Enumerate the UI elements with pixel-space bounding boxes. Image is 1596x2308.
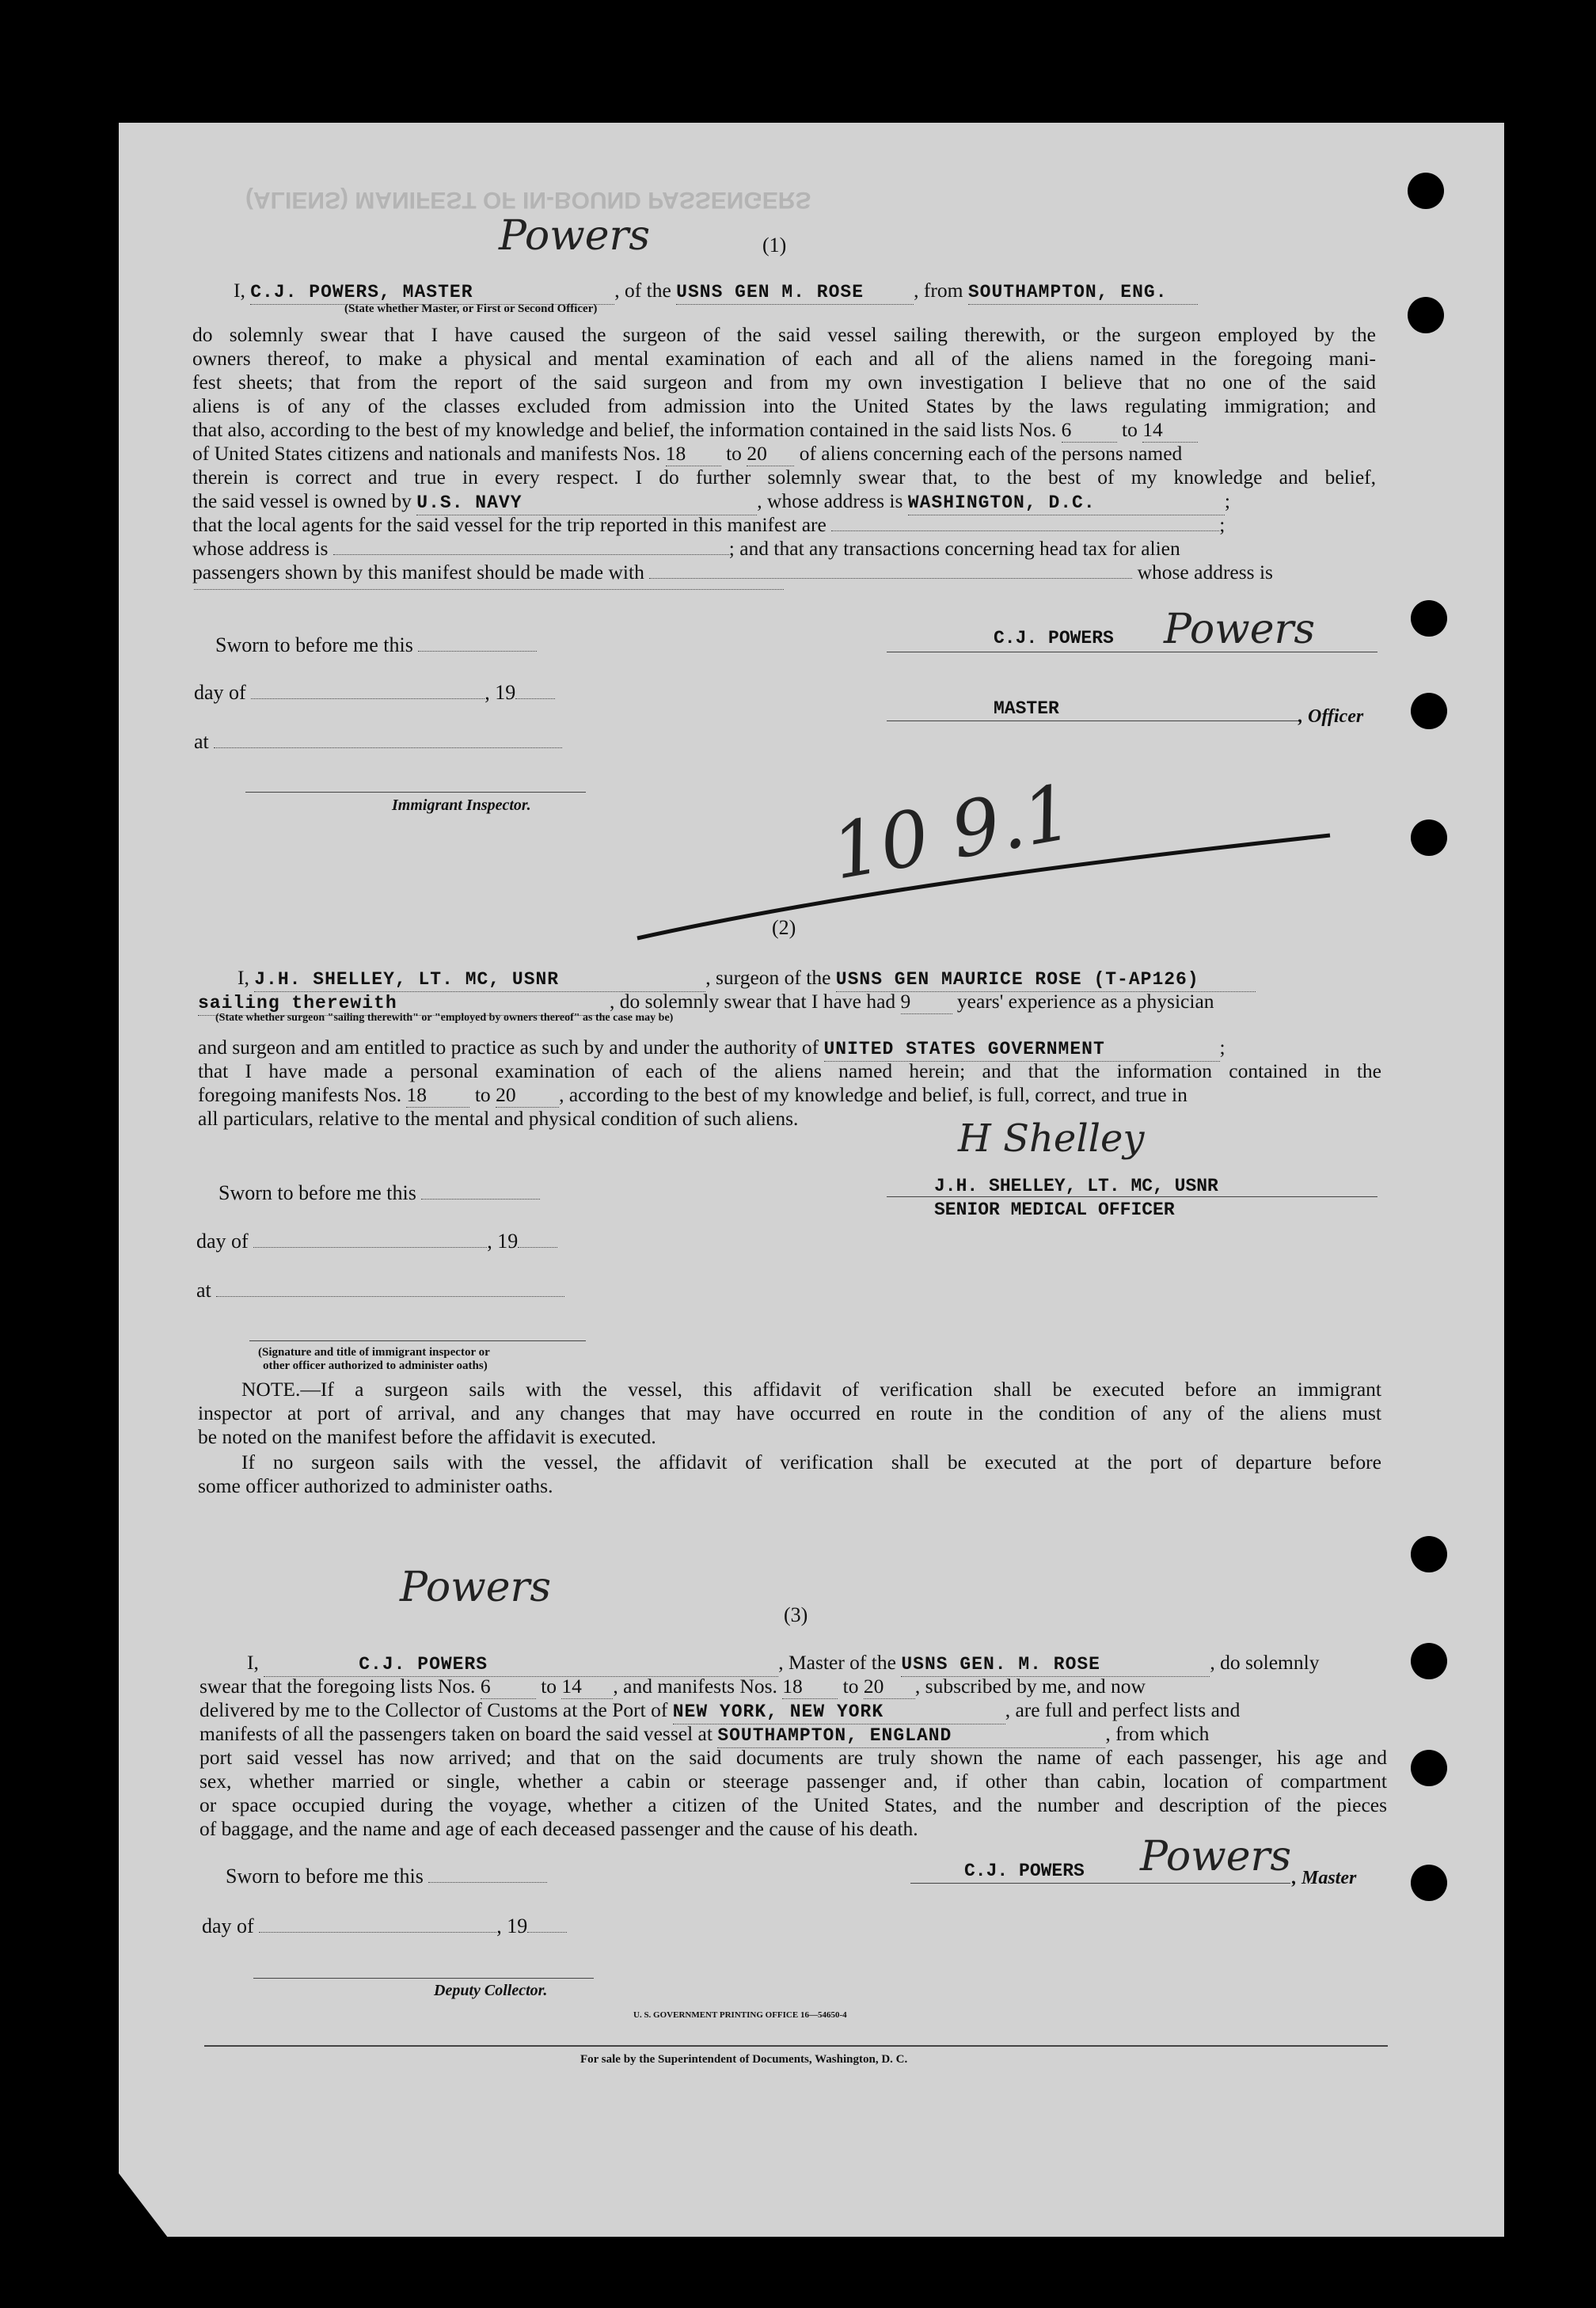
arrival-port-field: NEW YORK, NEW YORK: [673, 1700, 1005, 1724]
manifests-to-field: 20: [496, 1083, 559, 1108]
surgeon-manifests-line: [198, 1083, 1381, 1108]
owner-line: the said vessel is owned by U.S. NAVY , whose address is WASHINGTON, D.C. ;: [192, 489, 1376, 515]
paragraph-line: do solemnly swear that I have caused the surgeon of the said vessel sailing therewith, or the surgeon employed by the: [192, 323, 1376, 346]
surgeon-of-label: , surgeon of the: [705, 966, 831, 989]
port-field: SOUTHAMPTON, ENG.: [968, 280, 1198, 305]
master-of-line: [247, 1651, 1387, 1677]
i-label: I,: [238, 966, 249, 989]
note-line: If no surgeon sails with the vessel, the affidavit of verification shall be executed at the port of departure before: [241, 1451, 1381, 1473]
years-field: 9: [901, 990, 952, 1014]
owned-text: the said vessel is owned by: [192, 489, 412, 512]
whose-address-label: whose address is: [192, 537, 329, 560]
master-of-text: , Master of the: [778, 1651, 896, 1674]
whose-address-text: , whose address is: [757, 489, 903, 512]
note-line: NOTE.—If a surgeon sails with the vessel, this affidavit of verification shall be executed before an immigrant: [241, 1378, 1381, 1401]
manifests-to-field: 20: [864, 1675, 915, 1699]
master-typed-signature: C.J. POWERS: [994, 628, 1114, 648]
sale-notice: For sale by the Superintendent of Documents, Washington, D. C.: [580, 2053, 908, 2066]
manifests-to-field: 20: [747, 442, 794, 466]
of-the-label: , of the: [614, 279, 671, 302]
from-label: , from: [914, 279, 963, 302]
lists-text: swear that the foregoing lists Nos.: [200, 1675, 476, 1698]
subscribed-text: , subscribed by me, and now: [914, 1675, 1146, 1698]
footer-rule: [204, 2045, 1388, 2047]
officer-label: , Officer: [1298, 706, 1364, 727]
master-name-field: C.J. POWERS: [264, 1652, 778, 1677]
manifests-from-field: 18: [782, 1675, 838, 1699]
surgeon-signature-line: [887, 1196, 1378, 1197]
lists-line: [200, 1675, 1387, 1699]
departure-port-field: SOUTHAMPTON, ENGLAND: [717, 1724, 1105, 1748]
paragraph-line: therein is correct and true in every respect. I do further solemnly swear that, to the best of my knowledge and belief,: [192, 466, 1376, 489]
to-label: to: [842, 1675, 859, 1698]
agents-text: that the local agents for the said vessel for the trip reported in this manifest are: [192, 513, 826, 536]
day-of-label: day of , 19: [196, 1230, 557, 1253]
lists-text: that also, according to the best of my knowledge and belief, the information contained in the said lists Nos.: [192, 418, 1057, 441]
inspector-signature-line: [249, 1340, 586, 1341]
paragraph-line: aliens is of any of the classes excluded from admission into the United States by the laws regulating immigration; and: [192, 394, 1376, 417]
to-label: to: [541, 1675, 557, 1698]
passengers-text: passengers shown by this manifest should be made with: [192, 561, 644, 584]
surgeon-title: SENIOR MEDICAL OFFICER: [934, 1200, 1175, 1220]
day-of-label: day of , 19: [202, 1914, 567, 1938]
manifests-text: foregoing manifests Nos.: [198, 1083, 402, 1106]
vessel-field: USNS GEN M. ROSE: [676, 280, 914, 305]
swear-text: , do solemnly swear that I have had: [610, 990, 896, 1013]
agents-line: that the local agents for the said vessel for the trip reported in this manifest are ;: [192, 513, 1226, 536]
sworn-label: Sworn to before me this: [215, 633, 537, 657]
gpo-imprint: U. S. GOVERNMENT PRINTING OFFICE 16—54650-4: [633, 2010, 847, 2020]
inspector-caption: Immigrant Inspector.: [392, 797, 531, 814]
lists-to-field: 14: [1142, 418, 1198, 443]
paragraph-line: port said vessel has now arrived; and that on the said documents are truly shown the name of each passenger, his age and: [200, 1746, 1387, 1769]
master-signature: Powers: [1140, 1833, 1292, 1880]
surgeon-name-field: J.H. SHELLEY, LT. MC, USNR: [254, 968, 705, 992]
solemnly-text: , do solemnly: [1210, 1651, 1320, 1674]
master-name-field: C.J. POWERS, MASTER: [250, 280, 614, 305]
manifests-post-text: of aliens concerning each of the persons named: [799, 442, 1183, 465]
manifests-all-text: manifests of all the passengers taken on board the said vessel at: [200, 1722, 712, 1745]
lists-to-field: 14: [561, 1675, 613, 1699]
from-which-text: , from which: [1105, 1722, 1210, 1745]
authority-field: UNITED STATES GOVERNMENT: [824, 1037, 1220, 1062]
i-label: I,: [234, 279, 245, 302]
manifests-text: , and manifests Nos.: [613, 1675, 777, 1698]
manifests-from-field: 18: [406, 1083, 469, 1108]
paragraph-line: sex, whether married or single, whether a cabin or steerage passenger and, if other than cabin, location of compartment: [200, 1770, 1387, 1793]
section-number: (1): [762, 234, 787, 257]
day-of-label: day of , 19: [194, 681, 555, 705]
vessel-field: USNS GEN. M. ROSE: [901, 1652, 1210, 1677]
bleed-through-heading: (ALIENS) MANIFEST OF IN-BOUND PASSENGERS: [245, 187, 811, 213]
whose-address-end: whose address is: [1137, 561, 1273, 584]
years-text: years' experience as a physician: [956, 990, 1214, 1013]
powers-signature: Powers: [499, 212, 651, 260]
to-label: to: [726, 442, 742, 465]
section-number: (2): [772, 916, 796, 939]
handwritten-number: 10 9.1: [825, 767, 1079, 897]
surgeon-vessel-field: USNS GEN MAURICE ROSE (T-AP126): [836, 968, 1256, 992]
master-typed-signature: C.J. POWERS: [964, 1861, 1085, 1881]
note-line: be noted on the manifest before the affidavit is executed.: [198, 1425, 656, 1448]
inspector-caption: other officer authorized to administer oaths): [263, 1359, 488, 1372]
full-perfect-text: , are full and perfect lists and: [1005, 1698, 1241, 1721]
manifests-text: of United States citizens and nationals and manifests Nos.: [192, 442, 661, 465]
sailing-field: sailing therewith: [198, 991, 610, 1016]
delivered-text: delivered by me to the Collector of Customs at the Port of: [200, 1698, 668, 1721]
to-label: to: [1122, 418, 1138, 441]
manifests-from-field: 18: [666, 442, 721, 466]
note-line: some officer authorized to administer oaths.: [198, 1474, 553, 1497]
master-title-field: MASTER: [994, 698, 1059, 719]
particulars-line: all particulars, relative to the mental and physical condition of such aliens.: [198, 1107, 799, 1130]
master-signature-line: [910, 1883, 1290, 1884]
head-tax-text: ; and that any transactions concerning head tax for alien: [728, 537, 1180, 560]
to-label: to: [474, 1083, 491, 1106]
powers-signature: Powers: [400, 1564, 552, 1611]
exam-line: that I have made a personal examination of each of the aliens named herein; and that the information contained in the: [198, 1059, 1381, 1082]
surgeon-declaration-line: [238, 966, 1385, 992]
authority-text: and surgeon and am entitled to practice as such by and under the authority of: [198, 1036, 819, 1059]
state-caption: (State whether Master, or First or Second Officer): [344, 302, 598, 315]
master-signature: Powers: [1164, 606, 1316, 653]
surgeon-state-caption: (State whether surgeon "sailing therewith" or "employed by owners thereof" as the case may be): [215, 1012, 674, 1024]
authority-line: and surgeon and am entitled to practice as such by and under the authority of UNITED STATES GOVERNMENT ;: [198, 1036, 1381, 1062]
sworn-label: Sworn to before me this: [226, 1865, 547, 1888]
lists-from-field: 6: [481, 1675, 536, 1699]
note-line: inspector at port of arrival, and any changes that may have occurred en route in the condition of any of the aliens must: [198, 1401, 1381, 1424]
sworn-label: Sworn to before me this: [218, 1181, 540, 1205]
owner-address-field: WASHINGTON, D.C.: [908, 491, 1225, 515]
lists-from-field: 6: [1062, 418, 1117, 443]
paragraph-line: of baggage, and the name and age of each deceased passenger and the cause of his death.: [200, 1817, 918, 1840]
owner-field: U.S. NAVY: [416, 491, 757, 515]
at-label: at: [194, 730, 562, 754]
inspector-caption: (Signature and title of immigrant inspector or: [258, 1346, 490, 1359]
deputy-caption: Deputy Collector.: [434, 1982, 548, 1999]
departure-line: [200, 1722, 1387, 1748]
i-label: I,: [247, 1651, 259, 1674]
paragraph-line: owners thereof, to make a physical and mental examination of each and all of the aliens named in the foregoing mani-: [192, 347, 1376, 370]
shelley-signature: H Shelley: [958, 1116, 1145, 1161]
manifests-post-text: , according to the best of my knowledge and belief, is full, correct, and true in: [559, 1083, 1188, 1106]
master-label: , Master: [1292, 1868, 1357, 1888]
section-number: (3): [784, 1603, 808, 1626]
surgeon-typed-signature: J.H. SHELLEY, LT. MC, USNR: [934, 1176, 1218, 1196]
at-label: at: [196, 1279, 564, 1302]
paragraph-line: or space occupied during the voyage, whether a citizen of the United States, and the number and description of the pieces: [200, 1793, 1387, 1816]
delivered-line: [200, 1698, 1387, 1724]
deputy-signature-line: [253, 1978, 594, 1979]
paragraph-line: fest sheets; that from the report of the said surgeon and from my own investigation I believe that no one of the said: [192, 371, 1376, 394]
